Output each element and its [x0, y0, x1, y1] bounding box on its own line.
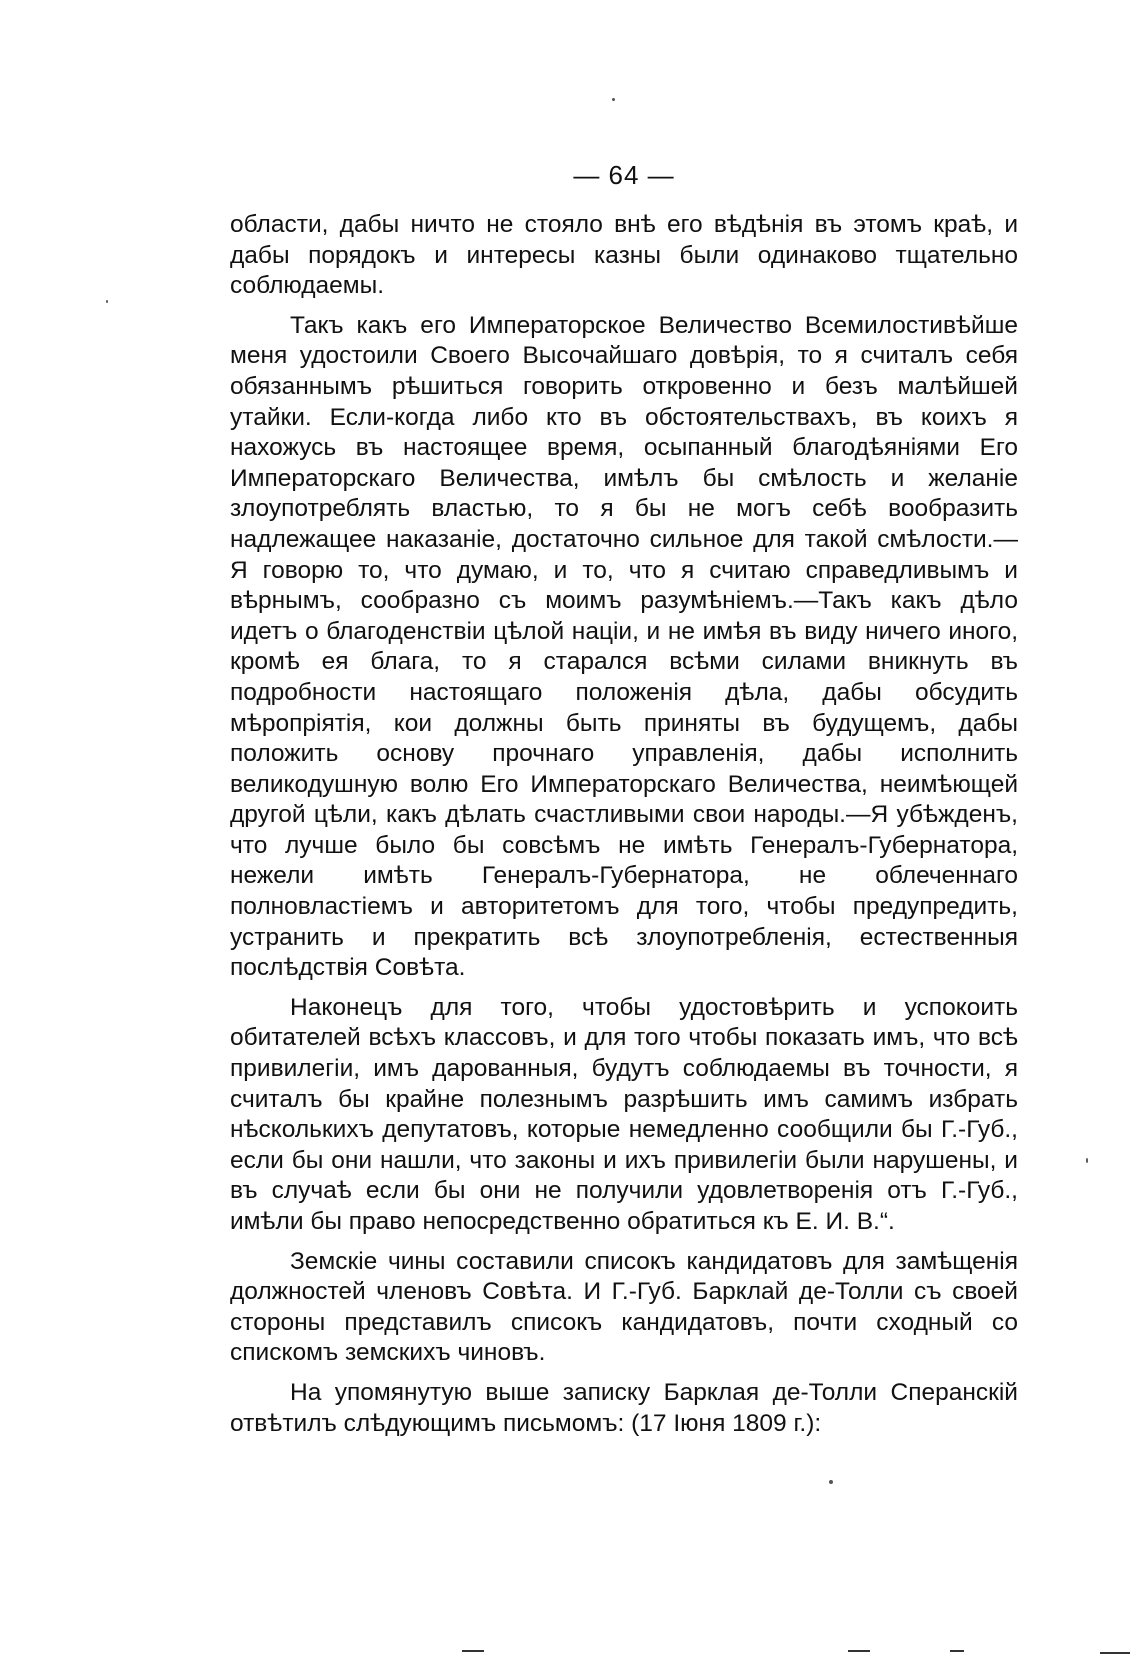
- page-number: — 64 —: [573, 160, 675, 190]
- scan-edge-mark: [848, 1650, 870, 1652]
- scan-speck: [829, 1480, 833, 1484]
- paragraph-imperial-trust: Такъ какъ его Императорское Величество Всемилостивѣйше меня удостоили Своего Высочайшаго довѣрія, то я считалъ себя обязаннымъ рѣшиться говорить откровенно и безъ малѣйшей утайки. Если-когда либо кто въ обстоятельствахъ, въ коихъ я нахожусь въ настоящее время, осыпанный благодѣяніями Его Императорскаго Величества, имѣлъ бы смѣлость и желаніе злоупотреблять властью, то я бы не могъ себѣ вообразить надлежащее наказаніе, достаточно сильное для такой смѣлости.—Я говорю то, что думаю, и то, что я считаю справедливымъ и вѣрнымъ, сообразно съ моимъ разумѣніемъ.—Такъ какъ дѣло идетъ о благоденствіи цѣлой націи, и не имѣя въ виду ничего иного, кромѣ ея блага, то я старался всѣми силами вникнуть въ подробности настоящаго положенія дѣла, дабы обсудить мѣропріятія, кои должны быть приняты въ будущемъ, дабы положить основу прочнаго управленія, дабы исполнить великодушную волю Его Императорскаго Величества, неимѣющей другой цѣли, какъ дѣлать счастливыми свои народы.—Я убѣжденъ, что лучше было бы совсѣмъ не имѣть Генералъ-Губернатора, нежели имѣть Генералъ-Губернатора, не облеченнаго полновластіемъ и авторитетомъ для того, чтобы предупредить, устранить и прекратить всѣ злоупотребленія, естественныя послѣдствія Совѣта.: [230, 311, 1018, 982]
- scan-speck: [106, 300, 108, 303]
- paragraph-deputies: Наконецъ для того, чтобы удостовѣрить и успокоить обитателей всѣхъ классовъ, и для того чтобы показать имъ, что всѣ привилегіи, имъ дарованныя, будутъ соблюдаемы въ точности, я считалъ бы крайне полезнымъ разрѣшить имъ самимъ избрать нѣсколькихъ депутатовъ, которые немедленно сообщили бы Г.-Губ., если бы они нашли, что законы и ихъ привилегіи были нарушены, и въ случаѣ если бы они не получили удовлетворенія отъ Г.-Губ., имѣли бы право непосредственно обратиться къ Е. И. В.“.: [230, 993, 1018, 1235]
- scan-edge-mark: [950, 1650, 964, 1652]
- paragraph-continuation: области, дабы ничто не стояло внѣ его вѣдѣнія въ этомъ краѣ, и дабы порядокъ и интересы казны были одинаково тщательно соблюдаемы.: [230, 211, 1018, 300]
- paragraph-candidates-list: Земскіе чины составили списокъ кандидатовъ для замѣщенія должностей членовъ Совѣта. И Г.-Губ. Барклай де-Толли съ своей стороны представилъ списокъ кандидатовъ, почти сходный со спискомъ земскихъ чиновъ.: [230, 1247, 1018, 1367]
- scan-edge-mark: [462, 1650, 484, 1652]
- scan-speck: [1086, 1158, 1088, 1163]
- scan-speck: [612, 98, 615, 101]
- body-text: [230, 210, 1018, 1448]
- paragraph-speransky-reply: На упомянутую выше записку Барклая де-Толли Сперанскій отвѣтилъ слѣдующимъ письмомъ: (17 Іюня 1809 г.):: [230, 1378, 1018, 1437]
- scan-edge-mark: [1100, 1652, 1130, 1654]
